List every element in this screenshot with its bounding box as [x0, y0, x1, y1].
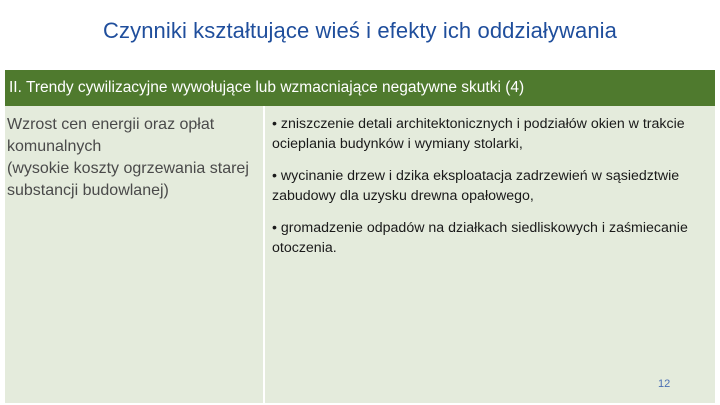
slide-title: Czynniki kształtujące wieś i efekty ich oddziaływania	[103, 18, 617, 43]
table-header: II. Trendy cywilizacyjne wywołujące lub wzmacniające negatywne skutki (4)	[5, 70, 715, 106]
left-cell	[7, 114, 259, 202]
list-item: • wycinanie drzew i dzika eksploatacja zadrzewień w sąsiedztwie zabudowy dla uzysku drewna opałowego,	[272, 168, 680, 204]
left-cell-sub-text: (wysokie koszty ogrzewania starej substancji budowlanej)	[7, 160, 249, 199]
left-cell-main-text: Wzrost cen energii oraz opłat komunalnych	[7, 116, 215, 155]
column-divider	[263, 106, 265, 403]
page-number: 12	[658, 378, 671, 390]
list-item: • zniszczenie detali architektonicznych i podziałów okien w trakcie ocieplania budynków i wymiany stolarki,	[272, 116, 685, 152]
list-item: • gromadzenie odpadów na działkach siedliskowych i zaśmiecanie otoczenia.	[272, 220, 688, 256]
content-table	[5, 70, 715, 403]
right-cell	[272, 114, 712, 270]
